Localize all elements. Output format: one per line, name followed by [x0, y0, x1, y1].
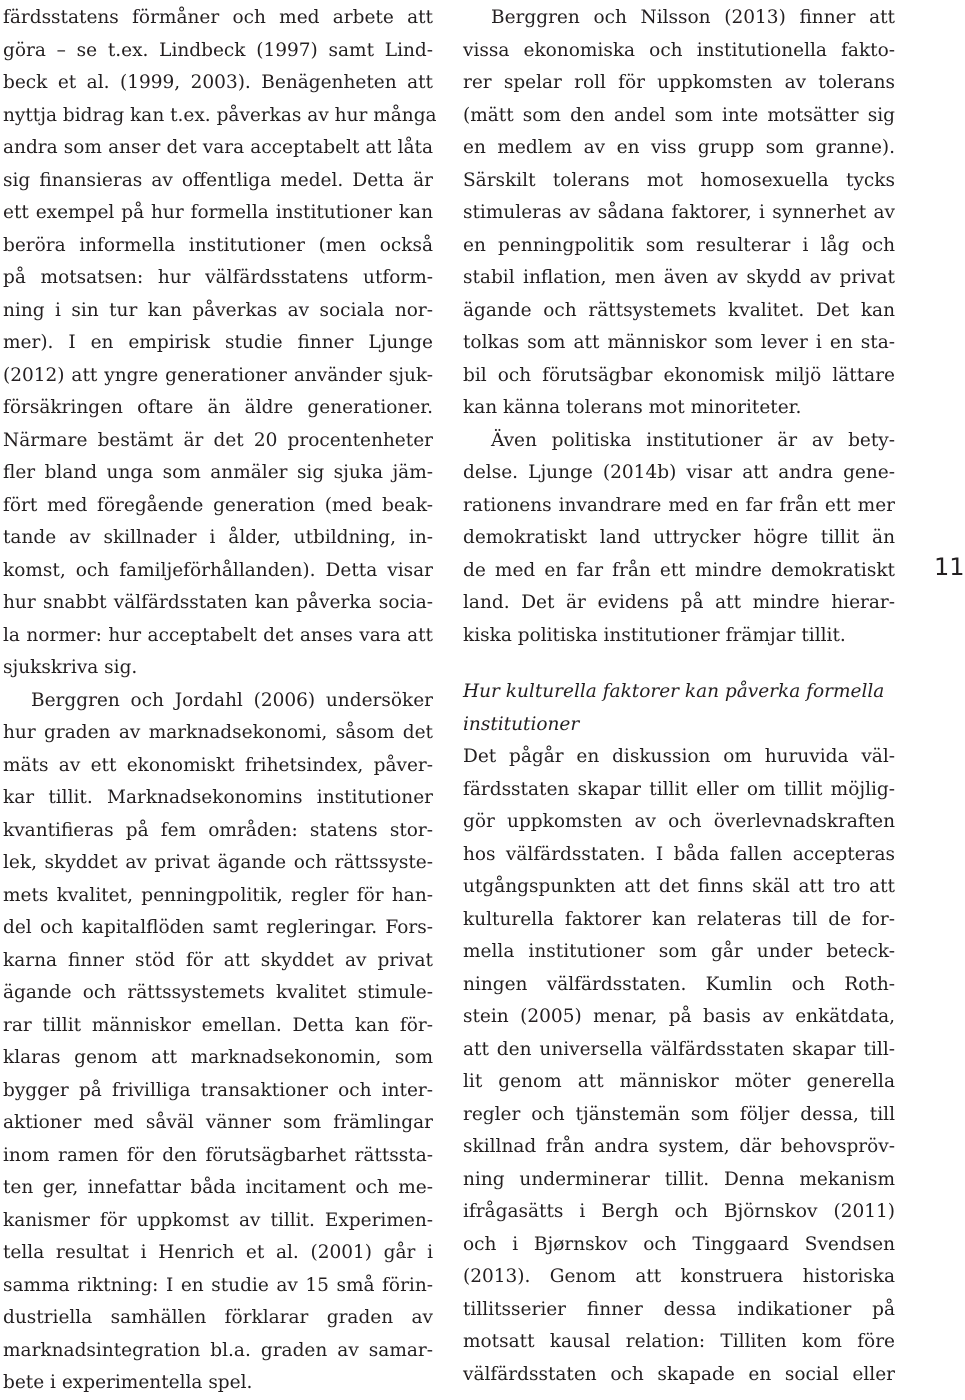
text-line: rer spelar roll för uppkomsten av tolerans: [463, 72, 895, 93]
text-line: fler bland unga som anmäler sig sjuka jäm-: [3, 462, 433, 483]
text-line: bete i experimentella spel.: [3, 1372, 253, 1393]
text-line: rar tillit människor emellan. Detta kan för-: [3, 1014, 433, 1036]
text-line: stimuleras av sådana faktorer, i synnerhet av: [463, 202, 895, 223]
text-line: en medlem av en viss grupp som granne).: [463, 137, 895, 158]
text-line: Särskilt tolerans mot homosexuella tycks: [463, 169, 895, 191]
text-line: kulturella faktorer kan relateras till de for-: [463, 908, 895, 930]
text-line: att den universella välfärdsstaten skapar till-: [463, 1038, 895, 1060]
text-line: dustriella samhällen förklarar graden av: [3, 1307, 433, 1328]
text-line: ning underminerar tillit. Denna mekanism: [463, 1168, 895, 1190]
text-line: kanismer för uppkomst av tillit. Experimen-: [3, 1209, 433, 1231]
text-line: beck et al. (1999, 2003). Benägenheten att: [3, 72, 433, 93]
text-line: ningen välfärdsstaten. Kumlin och Roth-: [463, 973, 895, 995]
text-line: (2013). Genom att konstruera historiska: [463, 1266, 895, 1287]
text-line: regler och tjänstemän som följer dessa, till: [463, 1103, 895, 1125]
text-line: (mätt som den andel som inte motsätter sig: [463, 104, 895, 126]
text-line: rationens invandrare med en far från ett mer: [463, 494, 895, 516]
text-line: kar tillit. Marknadsekonomins institutioner: [3, 787, 433, 808]
text-line: beröra informella institutioner (men också: [3, 234, 433, 256]
text-line: ägande och rättssystemets kvalitet stimule-: [3, 982, 433, 1003]
text-line: utgångspunkten att det finns skäl att tro att: [463, 876, 895, 897]
text-line: samma riktning: I en studie av 15 små förin-: [3, 1274, 433, 1296]
text-line: lek, skyddet av privat ägande och rättssyste-: [3, 852, 433, 873]
text-line: komst, och familjeförhållanden). Detta visar: [3, 559, 433, 581]
text-line: la normer: hur acceptabelt det anses vara att: [3, 624, 433, 646]
text-line: stabil inflation, men även av skydd av privat: [463, 267, 895, 288]
text-line: bygger på frivilliga transaktioner och inter-: [3, 1079, 433, 1101]
text-line: ning i sin tur kan påverkas av sociala nor-: [3, 299, 433, 321]
text-line: marknadsintegration bl.a. graden av samar-: [3, 1339, 433, 1361]
text-line: tillitsserier finner dessa indikationer på: [463, 1298, 895, 1320]
text-line: lit genom att människor möter generella: [463, 1071, 895, 1092]
text-line: mer). I en empirisk studie finner Ljunge: [3, 332, 433, 353]
text-line: ten ger, innefattar båda incitament och me-: [3, 1177, 433, 1198]
text-line: tolkas som att människor som lever i en sta-: [463, 332, 895, 353]
text-line: Berggren och Nilsson (2013) finner att: [491, 7, 895, 28]
text-line: tella resultat i Henrich et al. (2001) går i: [3, 1242, 433, 1263]
text-line: mella institutioner som går under beteck-: [463, 941, 895, 962]
text-line: hur graden av marknadsekonomi, såsom det: [3, 722, 433, 743]
text-line: mets kvalitet, penningpolitik, regler för han-: [3, 884, 433, 906]
text-line: inom ramen för den förutsägbarhet rättssta-: [3, 1144, 433, 1166]
section-heading-line: Hur kulturella faktorer kan påverka formella: [463, 681, 885, 702]
text-line: ett exempel på hur formella institutioner kan: [3, 202, 433, 223]
text-line: de med en far från ett mindre demokratiskt: [463, 559, 895, 581]
text-line: ägande och rättsystemets kvalitet. Det kan: [463, 299, 895, 321]
section-gap: [463, 652, 895, 676]
text-line: aktioner med såväl vänner som främlingar: [3, 1112, 433, 1133]
page-number: 11: [934, 553, 965, 581]
text-line: kvantifieras på fem områden: statens stor-: [3, 819, 433, 841]
text-line: karna finner stöd för att skyddet av privat: [3, 949, 433, 971]
text-line: demokratiskt land uttrycker högre tillit än: [463, 527, 895, 548]
text-line: ifrågasätts i Bergh och Björnskov (2011): [463, 1201, 895, 1222]
text-line: sjukskriva sig.: [3, 657, 138, 678]
text-line: färdsstatens förmåner och med arbete att: [3, 7, 433, 28]
section-heading-line: institutioner: [463, 713, 580, 735]
text-line: kan känna tolerans mot minoriteter.: [463, 397, 802, 418]
text-line: Även politiska institutioner är av bety-: [491, 429, 895, 451]
text-line: nyttja bidrag kan t.ex. påverkas av hur många: [3, 104, 437, 126]
text-line: försäkringen oftare än äldre generationer.: [3, 397, 433, 418]
text-line: gör uppkomsten av och överlevnadskraften: [463, 811, 895, 832]
text-line: klaras genom att marknadsekonomin, som: [3, 1047, 433, 1068]
text-line: kiska politiska institutioner främjar tillit.: [463, 624, 846, 646]
text-line: fört med föregående generation (med beak-: [3, 494, 433, 516]
text-line: andra som anser det vara acceptabelt att låta: [3, 137, 433, 158]
text-line: hur snabbt välfärdsstaten kan påverka socia-: [3, 592, 433, 613]
text-line: mäts av ett ekonomiskt frihetsindex, påver-: [3, 754, 433, 776]
text-line: välfärdsstaten och skapade en social eller: [463, 1363, 895, 1385]
text-line: en penningpolitik som resulterar i låg och: [463, 234, 895, 256]
text-line: Det pågår en diskussion om huruvida väl-: [463, 746, 895, 767]
left-text-column: [3, 2, 437, 1400]
text-line: land. Det är evidens på att mindre hierar-: [463, 592, 895, 613]
text-line: Närmare bestämt är det 20 procentenheter: [3, 429, 433, 451]
text-line: tande av skillnader i ålder, utbildning, in-: [3, 527, 433, 548]
text-line: motsatt kausal relation: Tilliten kom före: [463, 1331, 895, 1352]
text-line: Berggren och Jordahl (2006) undersöker: [31, 689, 433, 711]
text-line: bil och förutsägbar ekonomisk miljö lättare: [463, 364, 895, 386]
text-line: och i Bjørnskov och Tinggaard Svendsen: [463, 1233, 895, 1255]
text-line: delse. Ljunge (2014b) visar att andra gene-: [463, 462, 895, 483]
text-line: på motsatsen: hur välfärdsstatens utform-: [3, 267, 433, 288]
text-line: vissa ekonomiska och institutionella fakto-: [463, 39, 895, 61]
right-text-column: [463, 2, 895, 1391]
text-line: hos välfärdsstaten. I båda fallen accepteras: [463, 843, 895, 865]
text-line: (2012) att yngre generationer använder sjuk-: [3, 364, 433, 386]
text-line: del och kapitalflöden samt regleringar. Fors-: [3, 917, 433, 938]
text-line: sig finansieras av offentliga medel. Detta är: [3, 169, 433, 191]
text-line: göra – se t.ex. Lindbeck (1997) samt Lind-: [3, 39, 433, 61]
text-line: skillnad från andra system, där behovspröv-: [463, 1136, 895, 1157]
text-line: färdsstaten skapar tillit eller om tillit möjlig-: [463, 778, 895, 800]
text-line: stein (2005) menar, på basis av enkätdata,: [463, 1006, 895, 1027]
